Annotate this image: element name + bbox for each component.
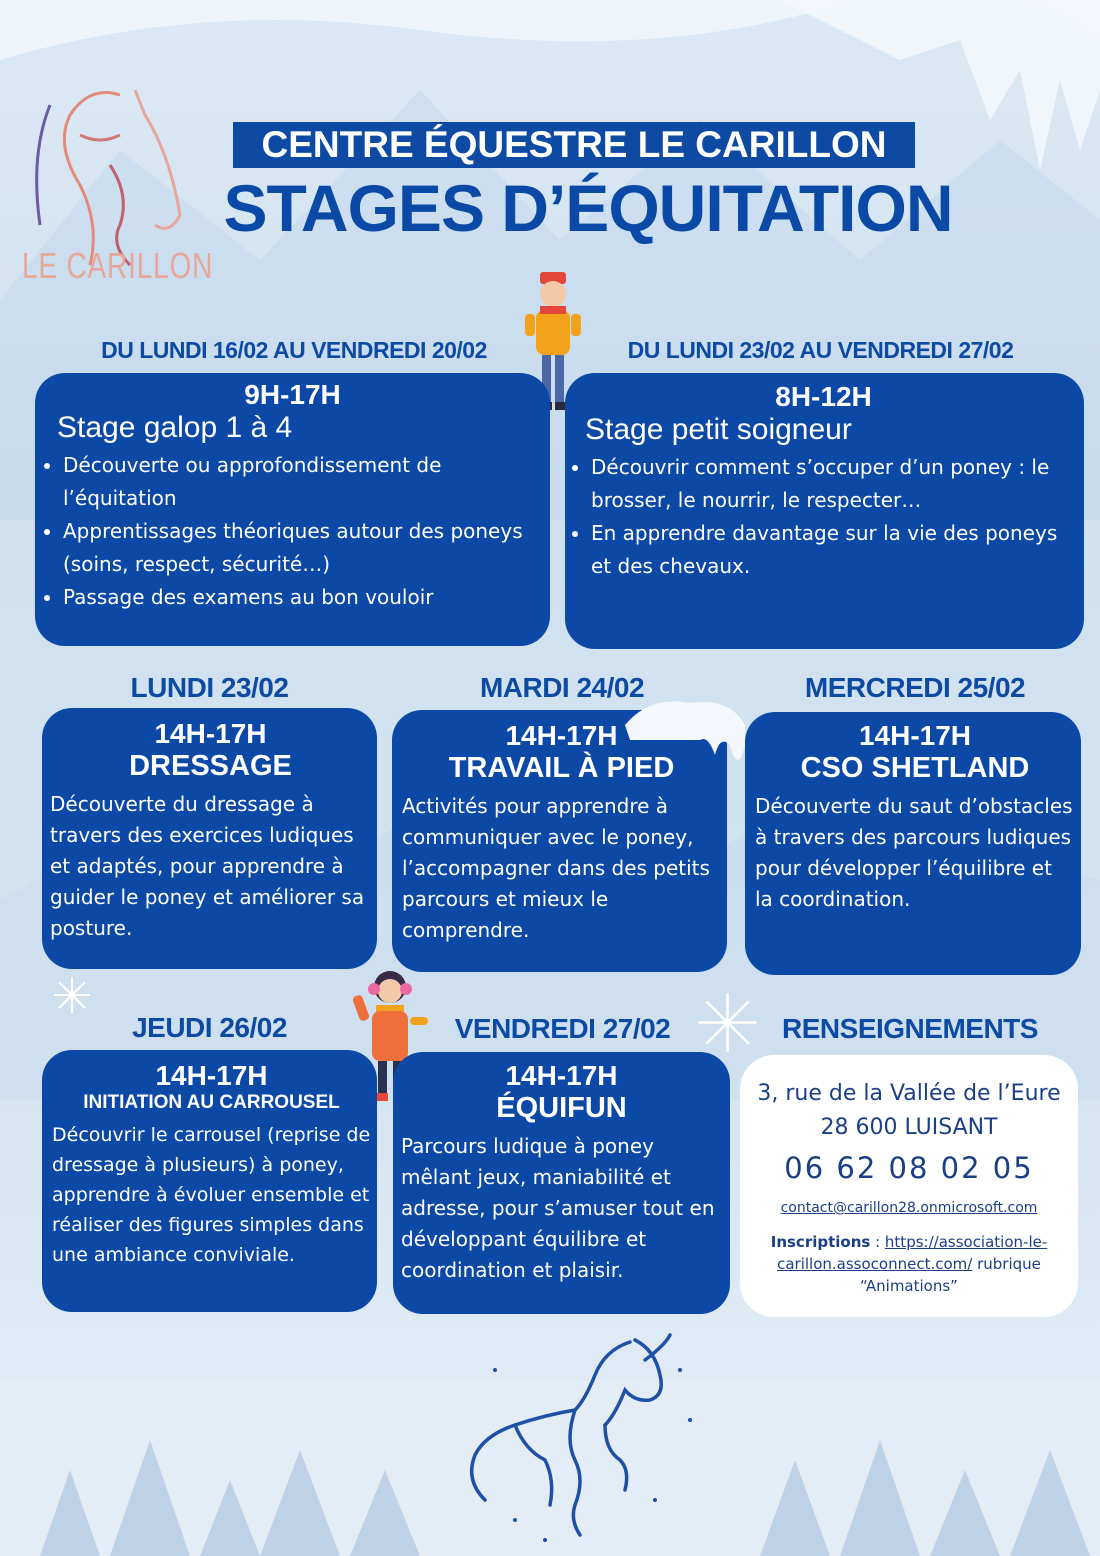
week1-card <box>35 373 550 646</box>
day-jeudi-card <box>42 1050 377 1312</box>
inscriptions-link[interactable]: https://association-le-carillon.assoconnect.com/ <box>777 1233 1048 1273</box>
week2-bullet-2: • En apprendre davantage sur la vie des poneys et des chevaux. <box>591 517 1062 583</box>
info-email[interactable]: contact@carillon28.onmicrosoft.com <box>780 1200 1038 1216</box>
week1-bullet-3: • Passage des examens au bon vouloir <box>63 581 528 614</box>
week1-hours: 9H-17H <box>244 379 341 410</box>
day-mercredi-hours: 14H-17H <box>858 720 972 751</box>
day-lundi-label: LUNDI 23/02 <box>130 672 289 703</box>
day-vendredi-text: Parcours ludique à poney mêlant jeux, maniabilité et adresse, pour s’amuser tout en développant équilibre et coordination et plaisir. <box>401 1134 715 1282</box>
week1-bullet-2: • Apprentissages théoriques autour des poneys (soins, respect, sécurité…) <box>63 515 528 581</box>
day-vendredi-title: ÉQUIFUN <box>496 1092 627 1124</box>
main-title: STAGES D’ÉQUITATION <box>223 171 953 245</box>
week2-title: Stage petit soigneur <box>585 413 852 446</box>
snowflake-icon <box>52 975 92 1015</box>
day-vendredi-card <box>393 1052 730 1314</box>
week1-title: Stage galop 1 à 4 <box>57 411 293 444</box>
day-mercredi-text: Découverte du saut d’obstacles à travers des parcours ludiques pour développer l’équilibre et la coordination. <box>755 794 1073 911</box>
week2-bullet-1: • Découvrir comment s’occuper d’un poney : le brosser, le nourrir, le respecter… <box>591 451 1062 517</box>
info-address1: 3, rue de la Vallée de l’Eure <box>757 1081 1061 1106</box>
info-inscriptions <box>744 1231 1074 1297</box>
day-lundi-text: Découverte du dressage à travers des exercices ludiques et adaptés, pour apprendre à guider le poney et améliorer sa posture. <box>50 792 365 940</box>
day-mercredi-title: CSO SHETLAND <box>800 752 1030 784</box>
day-jeudi-hours: 14H-17H <box>155 1060 268 1091</box>
day-jeudi-title: INITIATION AU CARROUSEL <box>83 1092 340 1113</box>
horse-silhouette-icon <box>455 1330 705 1550</box>
info-address2: 28 600 LUISANT <box>820 1115 998 1140</box>
info-card <box>740 1055 1078 1317</box>
week2-hours: 8H-12H <box>775 381 872 412</box>
snowflake-icon <box>695 990 760 1055</box>
week2-card <box>565 373 1084 649</box>
day-vendredi-label: VENDREDI 27/02 <box>454 1013 671 1044</box>
inscriptions-suffix: rubrique “Animations” <box>860 1255 1041 1295</box>
day-mardi-hours: 14H-17H <box>505 720 618 751</box>
day-lundi-title: DRESSAGE <box>129 750 292 782</box>
week1-bullet-1: • Découverte ou approfondissement de l’équitation <box>63 449 528 515</box>
day-mercredi-label: MERCREDI 25/02 <box>804 672 1026 703</box>
week2-date: DU LUNDI 23/02 AU VENDREDI 27/02 <box>627 337 1014 363</box>
logo-text: LE CARILLON <box>22 245 214 286</box>
day-jeudi-label: JEUDI 26/02 <box>132 1012 287 1043</box>
inscriptions-sep: : <box>870 1233 885 1251</box>
week1-date: DU LUNDI 16/02 AU VENDREDI 20/02 <box>101 337 487 363</box>
center-name: CENTRE ÉQUESTRE LE CARILLON <box>233 122 915 168</box>
day-vendredi-hours: 14H-17H <box>505 1060 618 1091</box>
day-jeudi-text: Découvrir le carrousel (reprise de dressage à plusieurs) à poney, apprendre à évoluer ensemble et réaliser des figures simples dans une ambiance conviviale. <box>52 1124 371 1266</box>
day-lundi-hours: 14H-17H <box>154 718 267 749</box>
day-mercredi-card <box>745 712 1081 975</box>
info-title: RENSEIGNEMENTS <box>782 1013 1038 1044</box>
day-mardi-title: TRAVAIL À PIED <box>448 752 675 784</box>
info-phone: 06 62 08 02 05 <box>784 1151 1034 1185</box>
snow-drift-decoration <box>620 695 750 785</box>
day-mardi-label: MARDI 24/02 <box>479 672 645 703</box>
day-mardi-text: Activités pour apprendre à communiquer avec le poney, l’accompagner dans des petits parcours et mieux le comprendre. <box>402 794 710 942</box>
inscriptions-label: Inscriptions <box>770 1233 871 1251</box>
day-lundi-card <box>42 708 377 969</box>
